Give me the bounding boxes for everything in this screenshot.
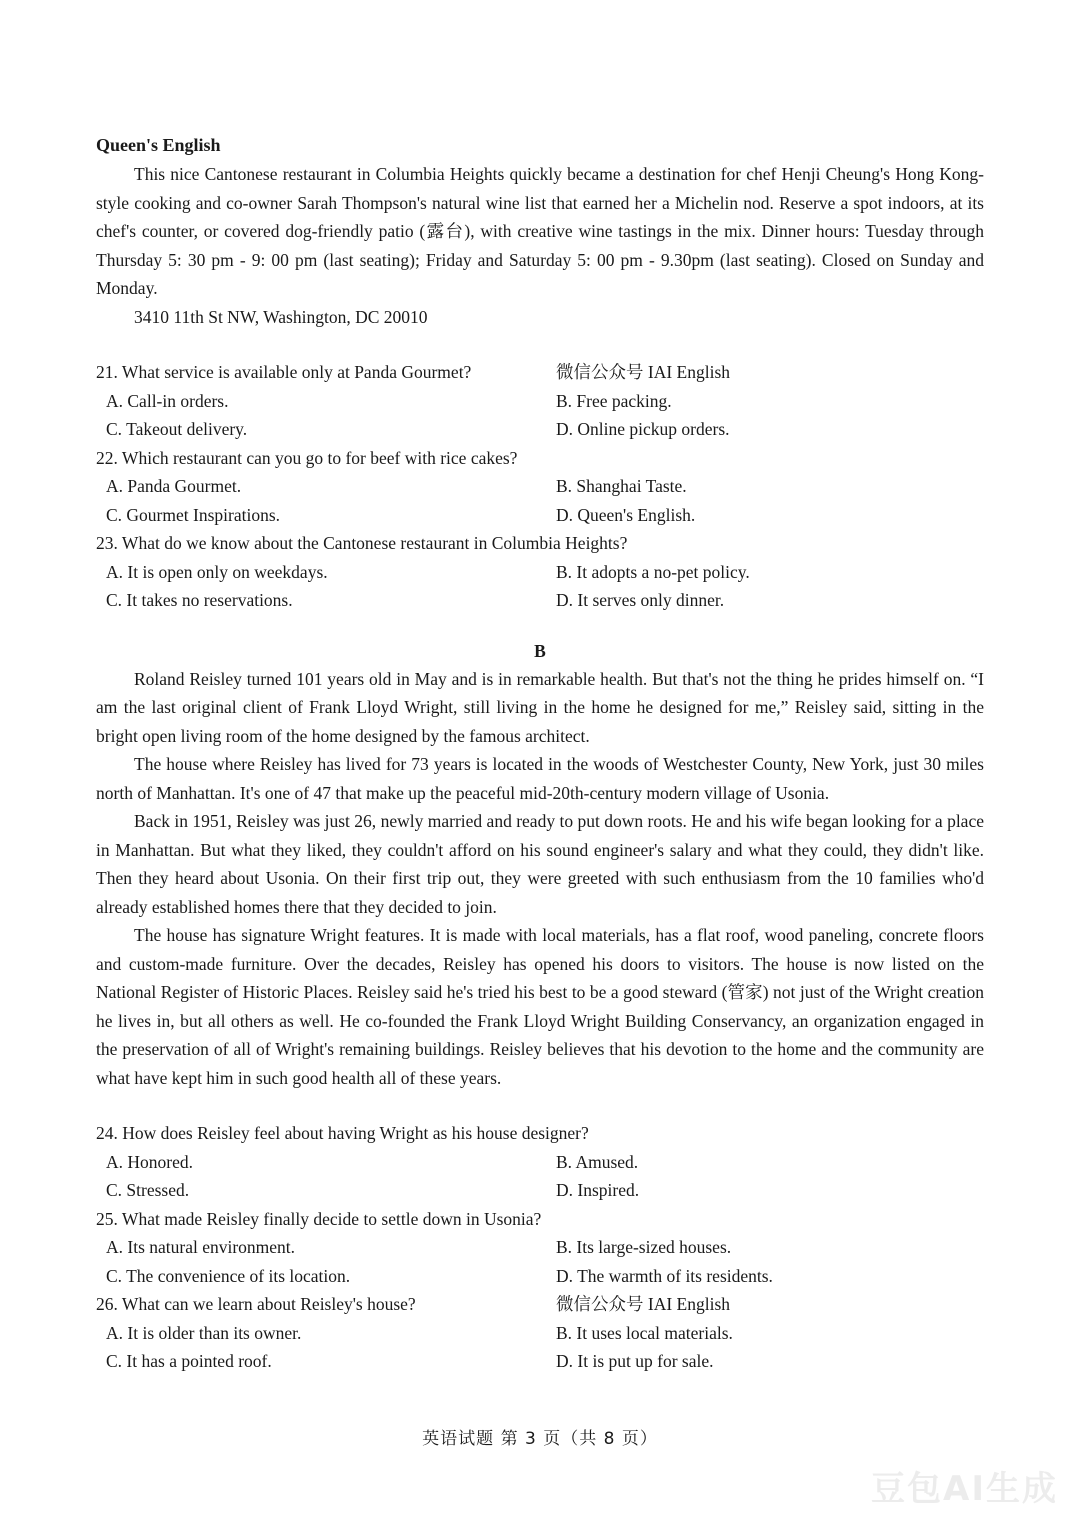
question-21 <box>96 358 984 444</box>
watermark: 豆包AI生成 <box>871 1469 1058 1509</box>
passage-paragraph: Back in 1951, Reisley was just 26, newly married and ready to put down roots. He and his wife began looking for a place in Manhattan. But what they liked, they couldn't afford on his sound engineer's salary and what they could, they didn't like. Then they heard about Usonia. On their first trip out, they were greeted with such enthusiasm from the 10 families who'd already established homes there that they decided to join. <box>96 811 984 917</box>
option-a[interactable]: A. It is open only on weekdays. <box>106 561 328 582</box>
exam-page <box>96 130 984 1376</box>
option-b[interactable]: B. Its large-sized houses. <box>556 1237 732 1257</box>
ad-paragraph: This nice Cantonese restaurant in Columbia Heights quickly became a destination for chef Henji Cheung's Hong Kong-style cooking and co-owner Sarah Thompson's natural wine list that earned her a Michelin nod. Reserve a spot indoors, at its chef's counter, or covered dog-friendly patio (露台), with creative wine tastings in the mix. Dinner hours: Tuesday through Thursday 5: 30 pm - 9: 00 pm (last seating); Friday and Saturday 5: 00 pm - 9.30pm (last seating). Closed on Sunday and Monday. <box>96 164 984 298</box>
note-text: 微信公众号 IAI English <box>556 1294 731 1314</box>
section-heading: B <box>534 640 546 661</box>
option-d[interactable]: D. It is put up for sale. <box>556 1351 714 1371</box>
note-text: 微信公众号 IAI English <box>556 362 731 382</box>
option-c[interactable]: C. It takes no reservations. <box>106 590 293 610</box>
question-26 <box>96 1290 984 1376</box>
question-stem: 23. What do we know about the Cantonese restaurant in Columbia Heights? <box>96 533 628 553</box>
question-stem: 24. How does Reisley feel about having Wright as his house designer? <box>96 1123 589 1143</box>
question-stem: 22. Which restaurant can you go to for beef with rice cakes? <box>96 447 518 468</box>
question-23 <box>96 529 984 615</box>
option-d[interactable]: D. Queen's English. <box>556 504 696 525</box>
question-stem: 26. What can we learn about Reisley's house? <box>96 1294 416 1314</box>
option-b[interactable]: B. Amused. <box>556 1151 639 1172</box>
option-c[interactable]: C. The convenience of its location. <box>106 1265 351 1286</box>
question-22 <box>96 444 984 530</box>
option-b[interactable]: B. Shanghai Taste. <box>556 476 687 496</box>
option-a[interactable]: A. Call-in orders. <box>106 390 229 411</box>
question-24 <box>96 1119 984 1205</box>
passage-paragraph: Roland Reisley turned 101 years old in May and is in remarkable health. But that's not the thing he prides himself on. “I am the last original client of Frank Lloyd Wright, still living in the home he designed for me,” Reisley said, sitting in the bright open living room of the home designed by the famous architect. <box>96 668 984 746</box>
option-b[interactable]: B. It adopts a no-pet policy. <box>556 561 750 582</box>
option-b[interactable]: B. It uses local materials. <box>556 1322 733 1343</box>
question-25 <box>96 1205 984 1291</box>
option-d[interactable]: D. Inspired. <box>556 1180 640 1200</box>
passage-paragraph: The house has signature Wright features. It is made with local materials, has a flat roof, wood paneling, concrete floors and custom-made furniture. Over the decades, Reisley has opened his doors to visitors. The house is now listed on the National Register of Historic Places. Reisley said he's tried his best to be a good steward (管家) not just of the Wright creation he lives in, but all others as well. He co-founded the Frank Lloyd Wright Building Conservancy, an organization engaged in the preservation of all of Wright's remaining buildings. Reisley believes that his devotion to the home and the community are what have kept him in such good health all of these years. <box>96 925 984 1088</box>
option-a[interactable]: A. It is older than its owner. <box>106 1322 302 1343</box>
question-stem: 21. What service is available only at Panda Gourmet? <box>96 362 472 382</box>
option-a[interactable]: A. Its natural environment. <box>106 1237 296 1257</box>
option-c[interactable]: C. Takeout delivery. <box>106 419 248 439</box>
question-stem: 25. What made Reisley finally decide to settle down in Usonia? <box>96 1208 542 1229</box>
option-c[interactable]: C. Gourmet Inspirations. <box>106 504 281 525</box>
ad-title: Queen's English <box>96 135 221 155</box>
option-d[interactable]: D. Online pickup orders. <box>556 419 730 439</box>
option-a[interactable]: A. Honored. <box>106 1151 193 1172</box>
option-c[interactable]: C. It has a pointed roof. <box>106 1351 272 1371</box>
page-footer: 英语试题 第 3 页（共 8 页） <box>422 1429 658 1449</box>
option-c[interactable]: C. Stressed. <box>106 1180 190 1200</box>
option-d[interactable]: D. The warmth of its residents. <box>556 1265 773 1286</box>
passage-paragraph: The house where Reisley has lived for 73 years is located in the woods of Westchester County, New York, just 30 miles north of Manhattan. It's one of 47 that make up the peaceful mid-20th-century modern village of Usonia. <box>96 754 984 803</box>
ad-address: 3410 11th St NW, Washington, DC 20010 <box>134 306 428 327</box>
option-d[interactable]: D. It serves only dinner. <box>556 590 725 610</box>
option-a[interactable]: A. Panda Gourmet. <box>106 476 242 496</box>
option-b[interactable]: B. Free packing. <box>556 390 672 411</box>
